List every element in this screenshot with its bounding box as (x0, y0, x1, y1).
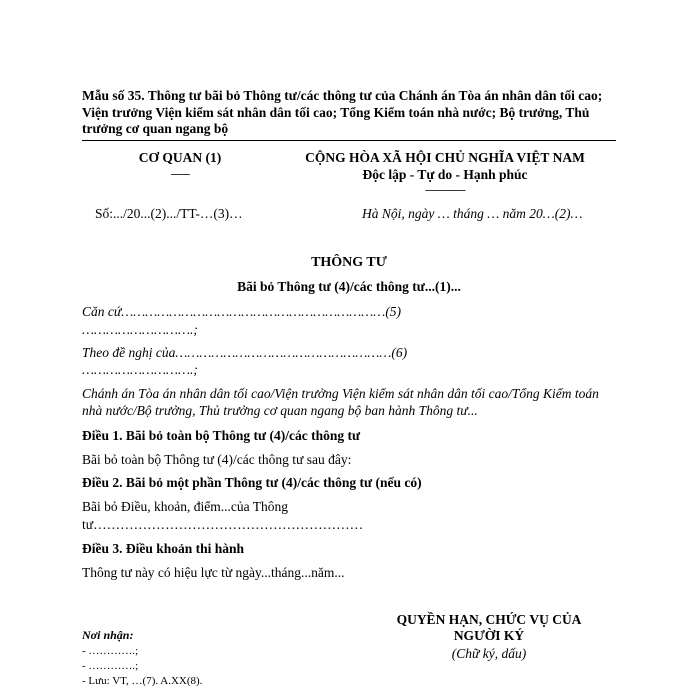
recipients-label: Nơi nhận: (82, 628, 134, 642)
document-number: Số:.../20...(2).../TT-…(3)… (95, 206, 243, 221)
nation-motto: Độc lập - Tự do - Hạnh phúc (362, 167, 528, 182)
article-2-body-cont: tư…………………………………………………… (82, 517, 364, 532)
document-type: THÔNG TƯ (311, 255, 387, 270)
nation-name: CỘNG HÒA XÃ HỘI CHỦ NGHĨA VIỆT NAM (305, 150, 585, 165)
recipient-item: - ………….; (82, 645, 139, 657)
article-1-title: Điều 1. Bãi bỏ toàn bộ Thông tư (4)/các thông tư (82, 428, 361, 443)
article-2-title: Điều 2. Bãi bỏ một phần Thông tư (4)/các thông tư (nếu có) (82, 475, 422, 490)
agency-name: CƠ QUAN (1) (138, 150, 222, 165)
preamble: Chánh án Tòa án nhân dân tối cao/Viện trưởng Viện kiểm sát nhân dân tối cao/Tổng Kiểm toán nhà nước/Bộ trưởng, Thủ trưởng cơ quan ngang bộ ban hành Thông tư... (82, 386, 599, 418)
motto-divider: --------------- (425, 184, 465, 196)
signature-note: (Chữ ký, dấu) (451, 646, 527, 661)
basis-line-2: Theo đề nghị của………………………………………………(6) (82, 345, 408, 360)
signer-title-line-2: NGƯỜI KÝ (453, 628, 525, 643)
place-date: Hà Nội, ngày … tháng … năm 20…(2)… (362, 206, 583, 221)
article-3-title: Điều 3. Điều khoản thi hành (82, 541, 245, 556)
article-2-body: Bãi bỏ Điều, khoản, điểm...của Thông (82, 499, 288, 514)
basis-line-1: Căn cứ…………………………………………………………(5) (82, 304, 402, 319)
article-1-body: Bãi bỏ toàn bộ Thông tư (4)/các thông tư sau đây: (82, 452, 352, 467)
basis-line-1-cont: ……………………….; (82, 322, 198, 337)
document-subject: Bãi bỏ Thông tư (4)/các thông tư...(1)... (237, 279, 461, 294)
agency-divider: ------- (170, 168, 190, 180)
article-3-body: Thông tư này có hiệu lực từ ngày...tháng...năm... (82, 565, 345, 580)
heading-divider (82, 140, 616, 141)
recipient-archive: - Lưu: VT, …(7). A.XX(8). (82, 675, 203, 687)
recipient-item: - ………….; (82, 660, 139, 672)
basis-line-2-cont: ……………………….; (82, 362, 198, 377)
signer-title-line-1: QUYỀN HẠN, CHỨC VỤ CỦA (396, 612, 582, 627)
form-heading: Mẫu số 35. Thông tư bãi bỏ Thông tư/các thông tư của Chánh án Tòa án nhân dân tối cao; Viện trưởng Viện kiểm sát nhân dân tối cao; Tổng Kiểm toán nhà nước; Bộ trưởng, Thủ trưởng cơ quan ngang bộ (82, 88, 603, 136)
